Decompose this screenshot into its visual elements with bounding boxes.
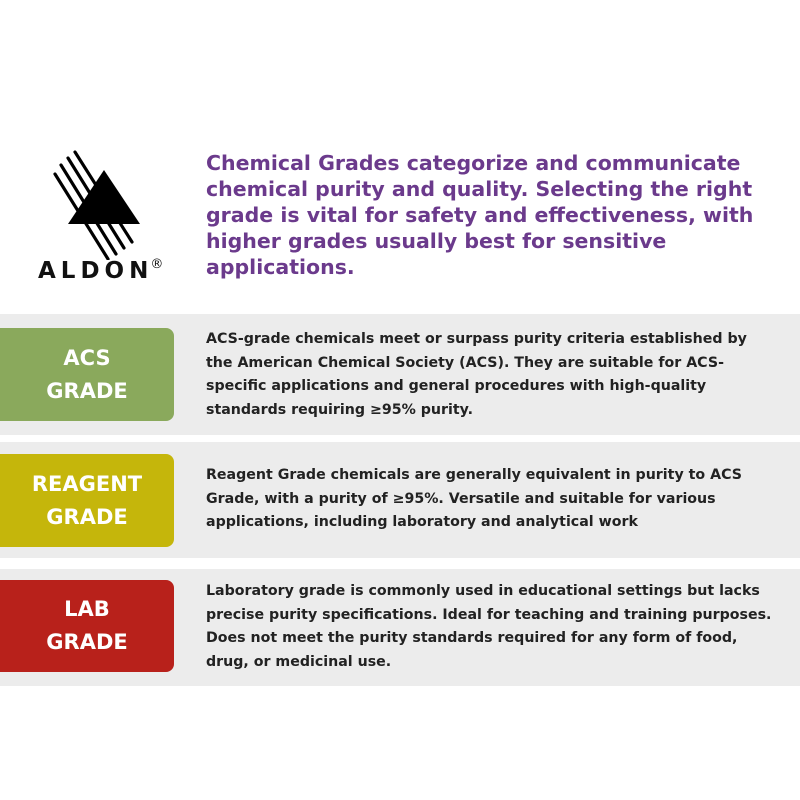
triangle-with-diagonal-lines-icon [46,148,156,260]
grade-badge-reagent [0,454,174,547]
logo-wordmark [38,258,166,284]
grade-badge-acs [0,328,174,421]
grade-badge-line1: ACS [63,345,111,370]
grade-row-lab [0,569,800,686]
grade-description-lab: Laboratory grade is commonly used in educational settings but lacks precise purity specifications. Ideal for teaching and training purposes. Does not meet the purity standards required for any form of food, drug, or medicinal use. [206,583,772,670]
grade-badge-line1: REAGENT [31,471,143,496]
grade-row-reagent [0,442,800,558]
grade-badge-line1: LAB [64,597,110,621]
brand-name: ALDON [38,258,154,284]
grade-row-acs [0,314,800,435]
intro-text: Chemical Grades categorize and communicate chemical purity and quality. Selecting the right grade is vital for safety and effectiveness, with higher grades usually best for sensitive applications. [206,151,754,279]
aldon-logo [38,148,168,288]
grade-description-reagent: Reagent Grade chemicals are generally equivalent in purity to ACS Grade, with a purity of ≥95%. Versatile and suitable for various applications, including laboratory and analytical work [206,467,742,530]
grade-badge-line2: GRADE [46,378,128,403]
grade-badge-line2: GRADE [46,630,128,654]
grade-badge-line2: GRADE [46,504,128,529]
grade-description-acs: ACS-grade chemicals meet or surpass purity criteria established by the American Chemical Society (ACS). They are suitable for ACS-specific applications and general procedures with high-quality standards requiring ≥95% purity. [206,331,747,418]
grade-badge-lab [0,580,174,672]
registered-mark: ® [150,257,164,272]
